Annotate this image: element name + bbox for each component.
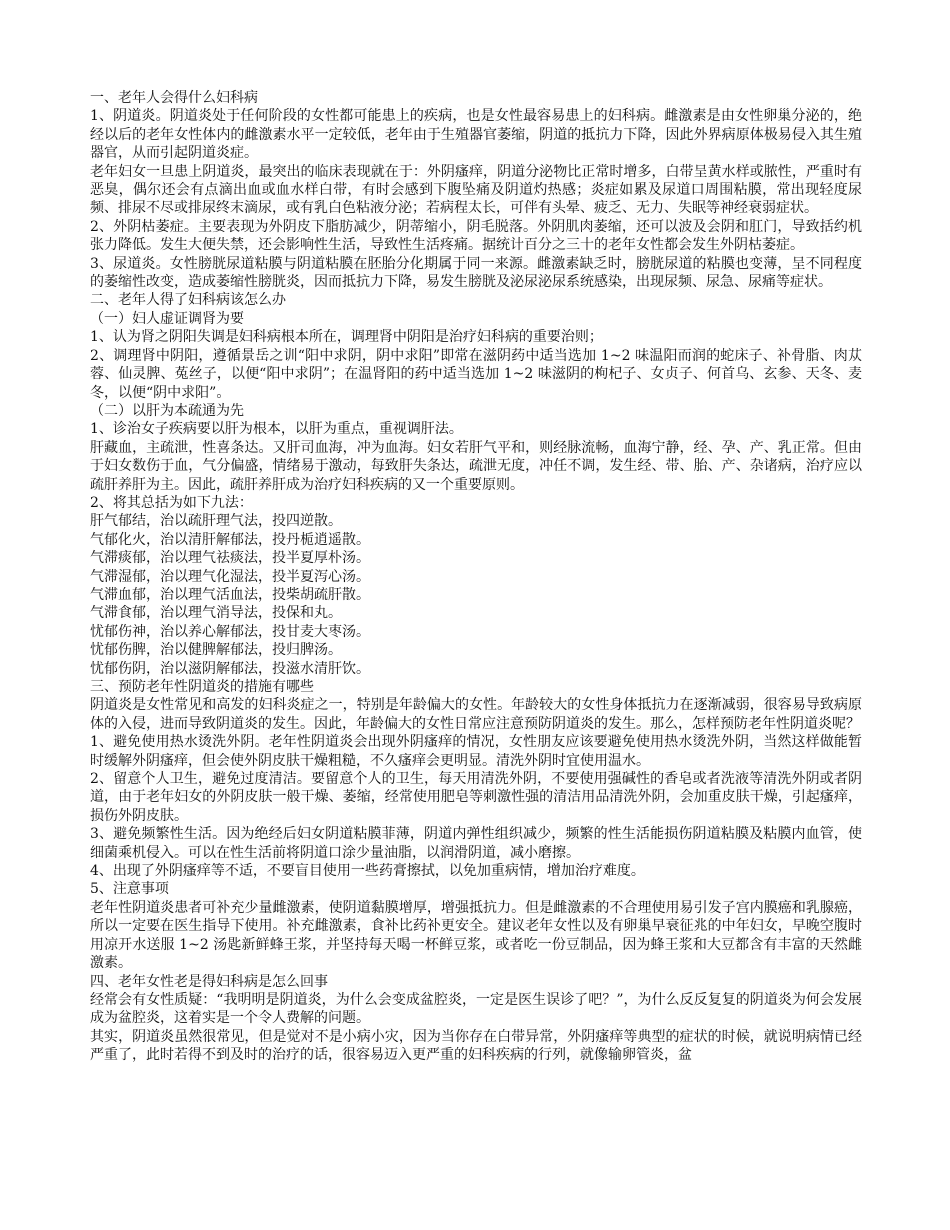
section-heading-1: 一、老年人会得什么妇科病 <box>90 90 258 106</box>
paragraph: 肝藏血，主疏泄，性喜条达。又肝司血海，冲为血海。妇女若肝气平和，则经脉流畅，血海宁静，经、孕、产、乳正常。但由于妇女数伤于血，气分偏盛，情绪易于激动，每致肝失条达，疏泄无度，冲任不调，发生经、带、胎、产、杂诸病，治疗应以疏肝养肝为主。因此，疏肝养肝成为治疗妇科疾病的又一个重要原则。 <box>90 439 862 493</box>
paragraph: 2、留意个人卫生，避免过度清洁。要留意个人的卫生，每天用清洗外阴，不要使用强碱性的香皂或者洗液等清洗外阴或者阴道，由于老年妇女的外阴皮肤一般干燥、萎缩，经常使用肥皂等刺激性强的清洁用品清洗外阴，会加重皮肤干燥，引起瘙痒，损伤外阴皮肤。 <box>90 771 862 824</box>
paragraph: 3、尿道炎。女性膀胱尿道粘膜与阴道粘膜在胚胎分化期属于同一来源。雌激素缺乏时，膀胱尿道的粘膜也变薄，呈不同程度的萎缩性改变，造成萎缩性膀胱炎，因而抵抗力下降，易发生膀胱及泌尿泌尿系统感染，出现尿频、尿急、尿痛等症状。 <box>90 255 862 291</box>
list-item: 气滞血郁，治以理气活血法，投柴胡疏肝散。 <box>90 586 370 603</box>
list-item: 忧郁伤阴，治以滋阴解郁法，投滋水清肝饮。 <box>90 660 370 677</box>
paragraph: 1、避免使用热水烫洗外阴。老年性阴道炎会出现外阴瘙痒的情况，女性朋友应该要避免使用热水烫洗外阴，当然这样做能暂时缓解外阴瘙痒，但会使外阴皮肤干燥粗糙，不久瘙痒会更明显。清洗外阴时宜使用温水。 <box>90 734 862 769</box>
subsection-heading: （二）以肝为本疏通为先 <box>90 402 244 419</box>
list-item: 气滞湿郁，治以理气化湿法，投半夏泻心汤。 <box>90 568 370 585</box>
list-item: 气滞痰郁，治以理气祛痰法，投半夏厚朴汤。 <box>90 550 370 567</box>
paragraph: 经常会有女性质疑：“我明明是阴道炎，为什么会变成盆腔炎，一定是医生误诊了吧？”，为什么反反复复的阴道炎为何会发展成为盆腔炎，这着实是一个令人费解的问题。 <box>90 991 862 1027</box>
list-item: 忧郁伤脾，治以健脾解郁法，投归脾汤。 <box>90 642 342 659</box>
paragraph: 1、阴道炎。阴道炎处于任何阶段的女性都可能患上的疾病，也是女性最容易患上的妇科病。雌激素是由女性卵巢分泌的，绝经以后的老年女性体内的雌激素水平一定较低，老年由于生殖器官萎缩，阴道的抵抗力下降，因此外界病原体极易侵入其生殖器官，从而引起阴道炎症。 <box>90 108 862 162</box>
subsection-heading: （一）妇人虚证调肾为要 <box>90 310 244 327</box>
list-item: 忧郁伤神，治以养心解郁法，投甘麦大枣汤。 <box>90 623 370 640</box>
paragraph: 2、将其总括为如下九法： <box>90 494 253 511</box>
list-item: 气滞食郁，治以理气消导法，投保和丸。 <box>90 605 342 622</box>
paragraph: 老年妇女一旦患上阴道炎，最突出的临床表现就在于：外阴瘙痒，阴道分泌物比正常时增多，白带呈黄水样或脓性，严重时有恶臭，偶尔还会有点滴出血或血水样白带，有时会感到下腹坠痛及阴道灼热感；炎症如累及尿道口周围粘膜，常出现轻度尿频、排尿不尽或排尿终末滴尿，或有乳白色粘液分泌；若病程太长，可伴有头晕、疲乏、无力、失眠等神经衰弱症状。 <box>90 163 862 217</box>
section-heading-3: 三、预防老年性阴道炎的措施有哪些 <box>90 679 314 695</box>
list-item: 肝气郁结，治以疏肝理气法，投四逆散。 <box>90 513 342 530</box>
paragraph: 2、调理肾中阴阳，遵循景岳之训“阳中求阴，阴中求阳”即常在滋阴药中适当选加 1~2 味温阳而润的蛇床子、补骨脂、肉苁蓉、仙灵脾、菟丝子，以便“阳中求阴”；在温肾阳的药中适当选加 1~2 味滋阴的枸杞子、女贞子、何首乌、玄参、天冬、麦冬，以便“阴中求阳”。 <box>90 347 862 401</box>
section-heading-2: 二、老年人得了妇科病该怎么办 <box>90 292 286 309</box>
paragraph: 2、外阴枯萎症。主要表现为外阴皮下脂肪减少，阴蒂缩小，阴毛脱落。外阴肌肉萎缩，还可以波及会阴和肛门，导致括约机张力降低。发生大便失禁，还会影响性生活，导致性生活疼痛。据统计百分之三十的老年女性都会发生外阴枯萎症。 <box>90 218 862 254</box>
section-heading-4: 四、老年女性老是得妇科病是怎么回事 <box>90 973 328 990</box>
list-item: 气郁化火，治以清肝解郁法，投丹栀逍遥散。 <box>90 531 370 548</box>
paragraph: 4、出现了外阴瘙痒等不适，不要盲目使用一些药膏擦拭，以免加重病情，增加治疗难度。 <box>90 863 645 880</box>
paragraph: 其实，阴道炎虽然很常见，但是觉对不是小病小灾，因为当你存在白带异常，外阴瘙痒等典型的症状的时候，就说明病情已经严重了，此时若得不到及时的治疗的话，很容易迈入更严重的妇科疾病的行列，就像输卵管炎，盆 <box>90 1028 862 1064</box>
paragraph: 3、避免频繁性生活。因为绝经后妇女阴道粘膜菲薄，阴道内弹性组织减少，频繁的性生活能损伤阴道粘膜及粘膜内血管，使细菌乘机侵入。可以在性生活前将阴道口涂少量油脂，以润滑阴道，减小磨擦。 <box>90 826 862 861</box>
paragraph: 5、注意事项 <box>90 881 169 898</box>
paragraph: 老年性阴道炎患者可补充少量雌激素，使阴道黏膜增厚，增强抵抗力。但是雌激素的不合理使用易引发子宫内膜癌和乳腺癌，所以一定要在医生指导下使用。补充雌激素，食补比药补更安全。建议老年女性以及有卵巢早衰征兆的中年妇女，早晚空腹时用凉开水送服 1~2 汤匙新鲜蜂王浆，并坚持每天喝一杯鲜豆浆，或者吃一份豆制品，因为蜂王浆和大豆都含有丰富的天然雌激素。 <box>90 899 862 972</box>
paragraph: 1、认为肾之阴阳失调是妇科病根本所在，调理肾中阴阳是治疗妇科病的重要治则； <box>90 329 603 346</box>
paragraph: 阴道炎是女性常见和高发的妇科炎症之一，特别是年龄偏大的女性。年龄较大的女性身体抵抗力在逐渐减弱，很容易导致病原体的入侵，进而导致阴道炎的发生。因此，年龄偏大的女性日常应注意预防阴道炎的发生。那么，怎样预防老年性阴道炎呢？ <box>90 697 862 732</box>
document-page <box>90 89 862 1065</box>
paragraph: 1、诊治女子疾病要以肝为根本，以肝为重点，重视调肝法。 <box>90 421 463 438</box>
